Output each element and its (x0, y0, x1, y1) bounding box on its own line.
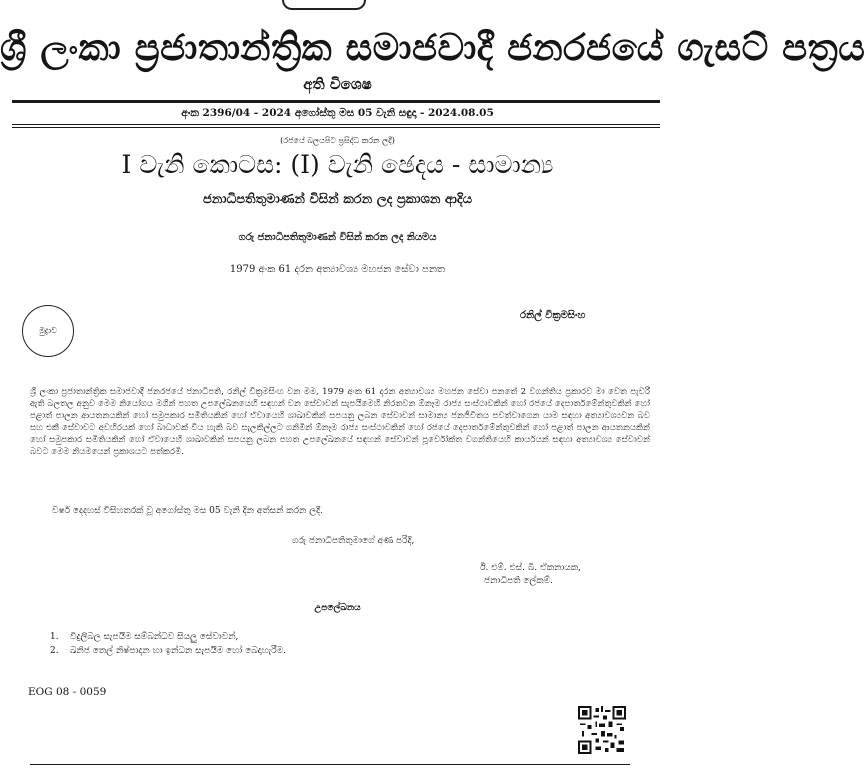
issue-line: අංක 2396/04 - 2024 අගෝස්තු මස 05 වැනි සඳුදා - 2024.08.05 (181, 107, 494, 119)
regulation-body (30, 386, 650, 459)
gazette-subtitle: අති විශෙෂ (303, 75, 372, 93)
proclamations-heading: ජනාධිපතිතුමාණන් විසින් කරන ලද ප්‍රකාශන ආදිය (202, 192, 473, 207)
secretary-title: ජනාධිපති ලේකම්. (484, 576, 553, 586)
header-rule-top (12, 100, 660, 103)
seal-stamp (22, 305, 74, 357)
authority-note: (රජයේ බලයපිට ප්‍රසිද්ධ කරන ලදී) (280, 136, 395, 145)
regulation-paragraph: ශ්‍රී ලංකා ප්‍රජාතාන්ත්‍රික සමාජවාදී ජනරජයේ ජනාධිපති, රනිල් වික්‍රමසිංහ වන මම, 1979 අංක 61 දරන අත්‍යාවශ්‍ය මහජන සේවා පනතේ 2 වගන්තිය ප්‍රකාරව මා වෙත පැවරී ඇති බලතල අනුව මෙම නියෝගය මගින් පහත උපලේඛනයෙහි සඳහන් වන සේවාවන් සැපයීමෙහි නිරතවන ඕනෑම රාජ්‍ය සංස්ථාවකින් හෝ රජයේ දෙපාර්තමේන්තුවකින් හෝ පළාත් පාලන ආයතනයකින් හෝ සමුපකාර සමිතියකින් හෝ ඒවායෙහි ශාඛාවකින් සපයනු ලබන සේවාවන් සාමාන්‍ය ජනජීවිතය පවත්වාගෙන යාම සඳහා අත්‍යාවශ්‍යවන බව සහ එකී සේවාවට අවහිරයක් හෝ බාධාවක් විය හැකි බව සැලකිල්ලට ගනිමින් ඕනෑම රාජ්‍ය සංස්ථාවකින් හෝ රජයේ දෙපාර්තමේන්තුවකින් හෝ පළාත් පාලන ආයතනයකින් හෝ සමුපකාර සමිතියකින් හෝ ඒවායෙහි ශාඛාවකින් සපයනු ලබන පහත උපලේඛනයේ සඳහන් සේවාවන් පූර්වෝක්ත වගන්තියෙහි කාර්යයන් සඳහා අත්‍යාවශ්‍ය සේවාවන් බවට මෙම නියමයෙන් ප්‍රකාශයට පත්කරමි. (30, 387, 650, 458)
schedule-item-number: 1. (50, 632, 59, 642)
gazette-title: ශ්‍රී ලංකා ප්‍රජාතාන්ත්‍රික සමාජවාදී ජනරජයේ ගැසට් පත්‍රය (0, 25, 865, 69)
schedule-item-text: ඛනිජ තෙල් නිෂ්පාදන හා ඉන්ධන සැපයීම හෝ බෙදාහැරීම. (70, 646, 287, 656)
crest-emblem-icon (282, 0, 366, 10)
by-order-line: ගරු ජනාධිපතිතුමාගේ අණ පරිදි, (292, 536, 415, 546)
footer-rule (30, 764, 630, 765)
schedule-list (50, 630, 286, 658)
regulation-heading: ගරු ජනාධිපතිතුමාණන් විසින් කරන ලද නියමය (238, 232, 437, 243)
schedule-item-number: 2. (50, 646, 59, 656)
header-rule-bottom-2 (12, 127, 660, 128)
schedule-item (50, 644, 286, 658)
schedule-title: උපලේඛනය (314, 603, 361, 613)
signed-date-line: වර්ෂ දෙදහස් විසිහතරක් වූ අගෝස්තු මස 05 වැනි දින අත්සන් කරන ලදී. (52, 506, 323, 516)
document-reference: EOG 08 - 0059 (28, 686, 107, 698)
act-title: 1979 අංක 61 දරන අත්‍යාවශ්‍ය මහජන සේවා පනත (229, 264, 446, 275)
schedule-item (50, 630, 286, 644)
signer-name: රනිල් වික්‍රමසිංහ (520, 310, 586, 321)
part-title: I වැනි කොටස: (I) වැනි ඡෙදය - සාමාන්‍ය (121, 150, 554, 179)
seal-label: මුද්‍රාව (39, 326, 57, 335)
schedule-item-text: විදුලිබල සැපයීම සම්බන්ධව සියලු සේවාවන්, (70, 632, 239, 642)
secretary-name: ඊ. එම්. එස්. බී. ඒකනායක, (480, 563, 581, 573)
secretary-block (480, 562, 581, 588)
header-rule-bottom (12, 124, 660, 125)
qr-code-icon (578, 706, 626, 754)
